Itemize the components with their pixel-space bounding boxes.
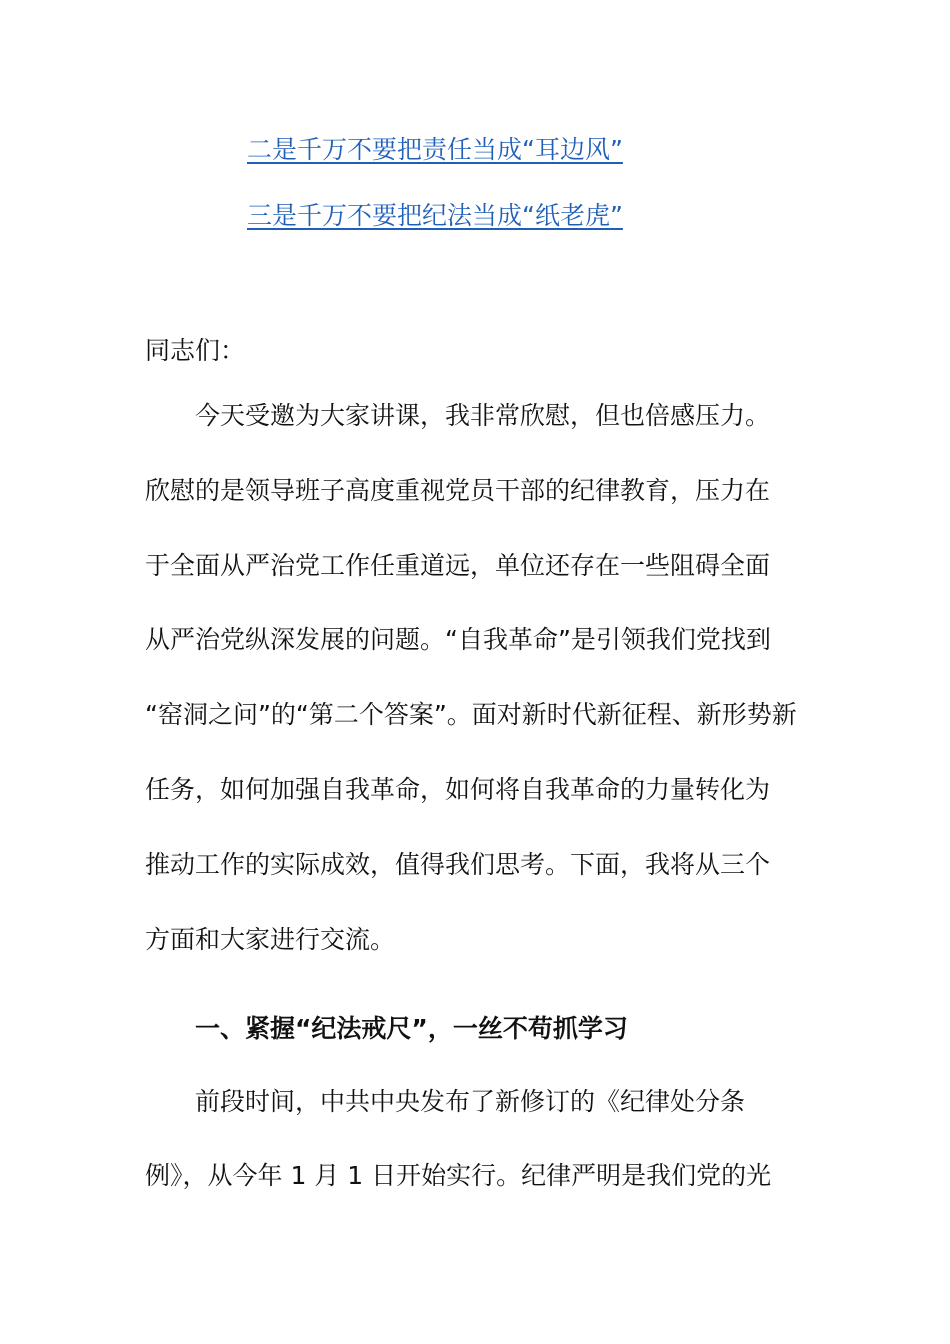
paragraph-line: 于全面从严治党工作任重道远，单位还存在一些阻碍全面 [145, 551, 771, 580]
paragraph-line: “窑洞之问”的“第二个答案”。面对新时代新征程、新形势新 [145, 700, 797, 729]
paragraph-line: 今天受邀为大家讲课，我非常欣慰，但也倍感压力。 [195, 401, 771, 430]
salutation: 同志们： [145, 336, 246, 365]
paragraph-line: 从严治党纵深发展的问题。“自我革命”是引领我们党找到 [145, 625, 771, 654]
section-heading: 一、紧握“纪法戒尺”，一丝不苟抓学习 [195, 1014, 628, 1043]
paragraph-line: 前段时间，中共中央发布了新修订的《纪律处分条 [195, 1087, 746, 1116]
paragraph-line: 方面和大家进行交流。 [145, 925, 396, 954]
paragraph-line: 任务，如何加强自我革命，如何将自我革命的力量转化为 [145, 775, 771, 804]
paragraph-line: 欣慰的是领导班子高度重视党员干部的纪律教育，压力在 [145, 476, 771, 505]
paragraph-line: 推动工作的实际成效，值得我们思考。下面，我将从三个 [145, 850, 771, 879]
paragraph-line: 例》，从今年 1 月 1 日开始实行。纪律严明是我们党的光 [145, 1161, 772, 1190]
toc-link-responsibility[interactable]: 二是千万不要把责任当成“耳边风” [247, 135, 623, 164]
toc-link-discipline[interactable]: 三是千万不要把纪法当成“纸老虎” [247, 201, 623, 230]
